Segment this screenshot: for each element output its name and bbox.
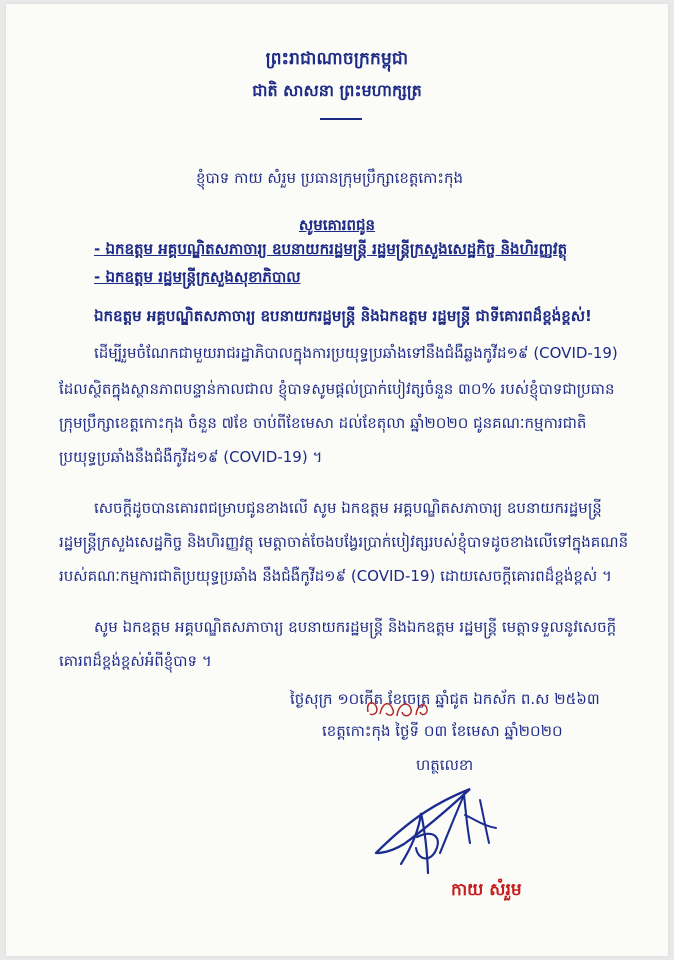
lunar-date-line: ថ្ងៃសុក្រ ១០កើត ខែចេត្រ ឆ្នាំជូត ឯកស័ក ព.ស ២៥៦៣: [290, 690, 600, 708]
respect-heading: សូមគោរពជូន: [298, 216, 376, 234]
paragraph-2-line-1: សេចក្តីដូចបានគោរពជម្រាបជូនខាងលើ សូម ឯកឧត្តម អគ្គបណ្ឌិតសភាចារ្យ ឧបនាយករដ្ឋមន្ត្រី: [94, 499, 602, 517]
recipient-economy-minister: - ឯកឧត្តម អគ្គបណ្ឌិតសភាចារ្យ ឧបនាយករដ្ឋមន្ត្រី រដ្ឋមន្ត្រីក្រសួងសេដ្ឋកិច្ច និងហិរញ្ញវត្ថុ: [94, 240, 568, 258]
greeting-line: ឯកឧត្តម អគ្គបណ្ឌិតសភាចារ្យ ឧបនាយករដ្ឋមន្ត្រី និងឯកឧត្តម រដ្ឋមន្ត្រី ជាទីគោរពដ៏ខ្ពង់ខ្ពស់!: [94, 307, 592, 325]
kingdom-header: ព្រះរាជាណាចក្រកម្ពុជា: [265, 49, 409, 69]
paragraph-2-line-3: របស់គណៈកម្មការជាតិប្រយុទ្ធប្រឆាំង នឹងជំងឺកូវីដ១៩ (COVID-19) ដោយសេចក្តីគោរពដ៏ខ្ពង់ខ្ពស់ ។: [59, 567, 612, 585]
motto-header: ជាតិ សាសនា ព្រះមហាក្សត្រ: [252, 81, 422, 100]
paragraph-1-line-1: ដើម្បីរួមចំណែកជាមួយរាជរដ្ឋាភិបាលក្នុងការប្រយុទ្ធប្រឆាំងទៅនឹងជំងឺឆ្លងកូវីដ១៩ (COVID-19): [94, 344, 618, 362]
solar-date-line: ខេត្តកោះកុង ថ្ងៃទី ០៣ ខែមេសា ឆ្នាំ២០២០: [322, 722, 563, 740]
paragraph-1-line-2: ដែលស្ថិតក្នុងស្ថានភាពបន្ទាន់កាលជាល ខ្ញុំបាទសូមផ្តល់ប្រាក់បៀវត្សចំនួន ៣០% របស់ខ្ញុំបាទជាប្រធាន: [59, 380, 615, 398]
paragraph-3-line-2: គោរពដ៏ខ្ពង់ខ្ពស់អំពីខ្ញុំបាទ ។: [59, 652, 212, 670]
handwritten-date-mark: [358, 692, 440, 722]
paragraph-1-line-4: ប្រយុទ្ធប្រឆាំងនឹងជំងឺកូវីដ១៩ (COVID-19) ។: [59, 448, 323, 466]
paragraph-2-line-2: រដ្ឋមន្ត្រីក្រសួងសេដ្ឋកិច្ច និងហិរញ្ញវត្ថុ មេត្តាចាត់ចែងបង្វែរប្រាក់បៀវត្សរបស់ខ្ញុំបាទដូចខាងលើទៅក្នុងគណនី: [59, 533, 629, 551]
stamped-signer-name: កាយ សំរួម: [451, 880, 522, 900]
signature-image: [358, 771, 528, 881]
header-divider: [320, 118, 362, 120]
recipient-health-minister: - ឯកឧត្តម រដ្ឋមន្ត្រីក្រសួងសុខាភិបាល: [94, 268, 301, 286]
paragraph-1-line-3: ក្រុមប្រឹក្សាខេត្តកោះកុង ចំនួន ៧ខែ ចាប់ពីខែមេសា ដល់ខែតុលា ឆ្នាំ២០២០ ជូនគណៈកម្មការជាតិ: [59, 414, 587, 432]
paragraph-3-line-1: សូម ឯកឧត្តម អគ្គបណ្ឌិតសភាចារ្យ ឧបនាយករដ្ឋមន្ត្រី និងឯកឧត្តម រដ្ឋមន្ត្រី មេត្តាទទួលនូវសេចក្តី: [94, 618, 617, 636]
signature-label: ហត្ថលេខា: [416, 756, 474, 774]
letter-page: [6, 4, 668, 956]
sender-line: ខ្ញុំបាទ កាយ សំរួម ប្រធានក្រុមប្រឹក្សាខេត្តកោះកុង: [196, 169, 464, 187]
